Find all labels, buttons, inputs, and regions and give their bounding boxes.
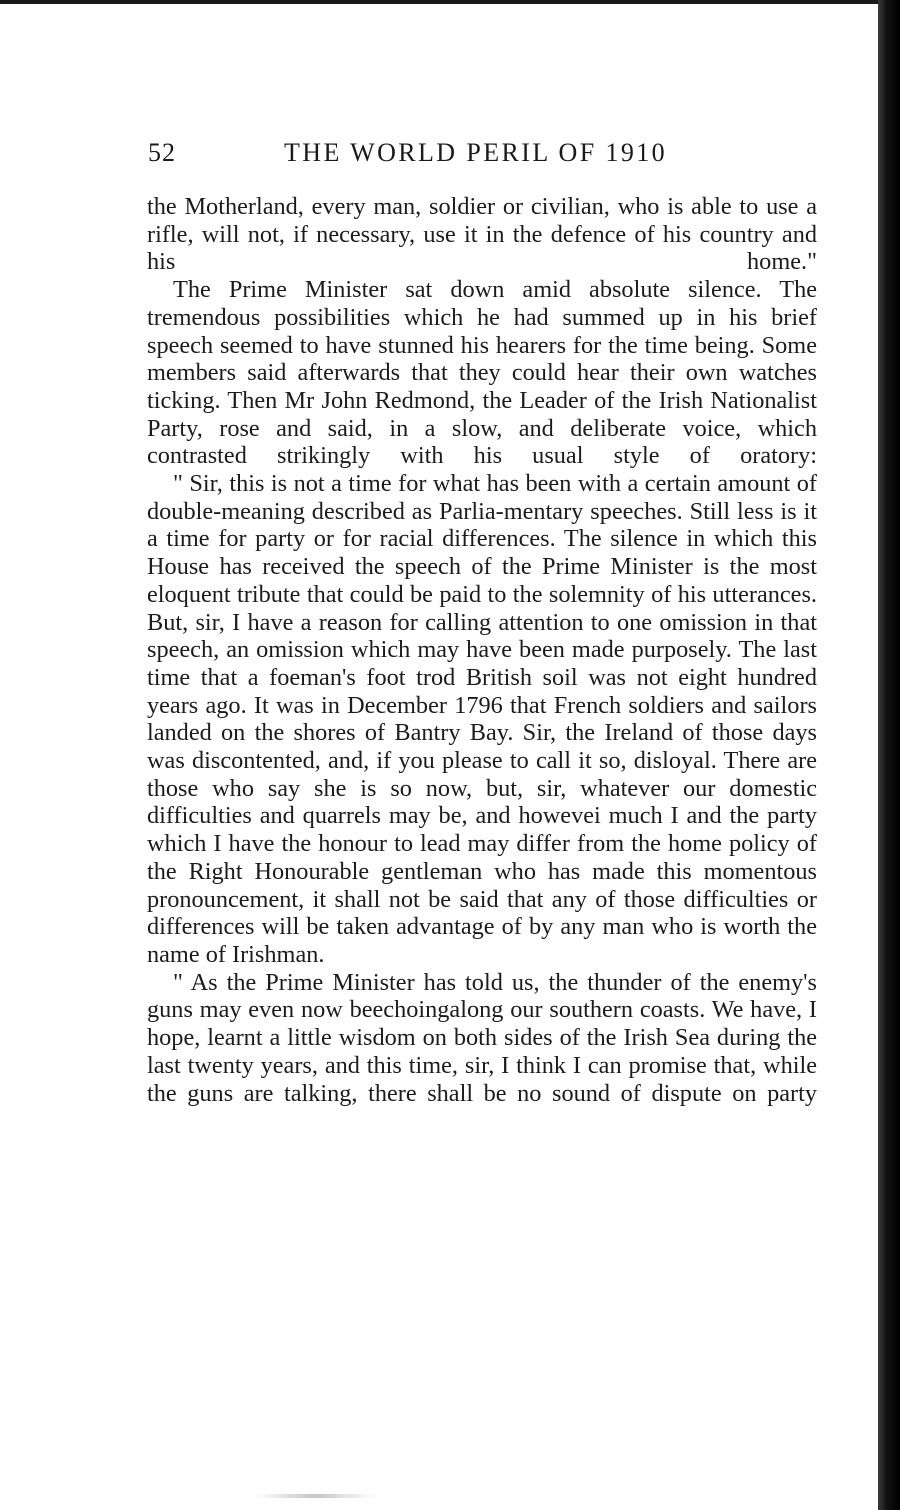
paragraph: The Prime Minister sat down amid absolute silence. The tremendous possibilities which he had summed up in his brief speech seemed to have stunned his hearers for the time being. Some members said afterwards that they could hear their own watches ticking. Then Mr John Redmond, the Leader of the Irish Nationalist Party, rose and said, in a slow, and deliberate voice, which contrasted strikingly with his usual style of oratory: bbox=[147, 276, 817, 470]
scan-top-edge bbox=[0, 0, 880, 4]
paragraph: " Sir, this is not a time for what has been with a certain amount of double-meaning described as Parlia-mentary speeches. Still less is it a time for party or for racial differences. The silence in which this House has received the speech of the Prime Minister is the most eloquent tribute that could be paid to the solemnity of his utterances. But, sir, I have a reason for calling attention to one omission in that speech, an omission which may have been made purposely. The last time that a foeman's foot trod British soil was not eight hundred years ago. It was in December 1796 that French soldiers and sailors landed on the shores of Bantry Bay. Sir, the Ireland of those days was discontented, and, if you please to call it so, disloyal. There are those who say she is so now, but, sir, whatever our domestic difficulties and quarrels may be, and howevei much I and the party which I have the honour to lead may differ from the home policy of the Right Honourable gentleman who has made this momentous pronouncement, it shall not be said that any of those difficulties or differences will be taken advantage of by any man who is worth the name of Irishman. bbox=[147, 470, 817, 968]
scan-smudge bbox=[255, 1494, 375, 1498]
scan-right-edge bbox=[878, 0, 900, 1510]
paragraph: " As the Prime Minister has told us, the thunder of the enemy's guns may even now beechoingalong our southern coasts. We have, I hope, learnt a little wisdom on both sides of the Irish Sea during the last twenty years, and this time, sir, I think I can promise that, while the guns are talking, there shall be no sound of dispute on party bbox=[147, 968, 817, 1107]
page-number: 52 bbox=[148, 138, 176, 167]
running-title: THE WORLD PERIL OF 1910 bbox=[284, 138, 668, 167]
body-text bbox=[147, 193, 817, 1107]
paragraph-continuation: the Motherland, every man, soldier or civilian, who is able to use a rifle, will not, if necessary, use it in the defence of his country and his home." bbox=[147, 193, 817, 276]
page-header bbox=[148, 138, 814, 174]
